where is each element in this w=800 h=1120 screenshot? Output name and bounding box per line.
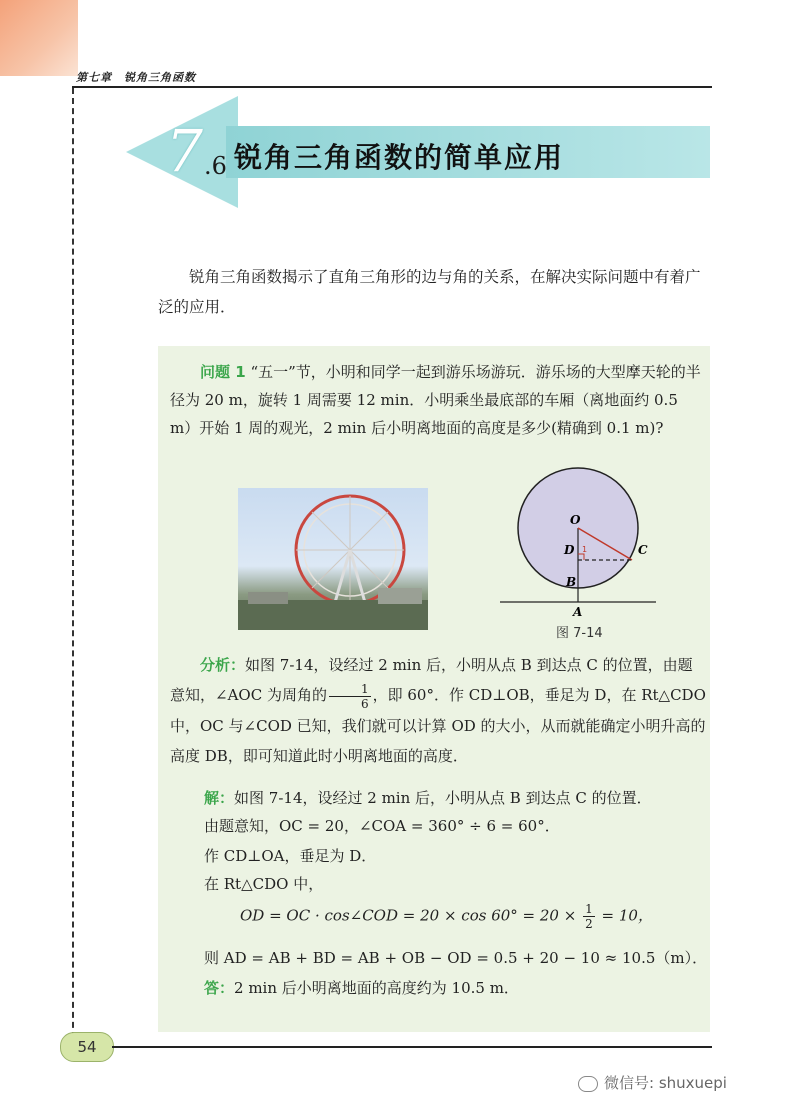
formula-fraction — [583, 902, 595, 931]
wechat-icon — [578, 1076, 598, 1092]
intro-paragraph: 锐角三角函数揭示了直角三角形的边与角的关系，在解决实际问题中有着广泛的应用． — [158, 268, 701, 316]
problem-label: 问题 1 — [200, 363, 246, 381]
analysis-fraction — [329, 682, 371, 711]
section-number: 7 — [166, 117, 203, 185]
ferris-wheel-photo — [238, 488, 428, 630]
solution-label: 解： — [204, 789, 235, 807]
label-o: O — [570, 513, 581, 527]
problem-text: “五一”节，小明和同学一起到游乐场游玩．游乐场的大型摩天轮的半径为 20 m，旋转 1 周需要 12 min．小明乘坐最底部的车厢（离地面约 0.5 m）开始 1 周的观光，2 min 后小明离地面的高度是多少(精确到 0.1 m)? — [170, 363, 701, 437]
watermark — [578, 1072, 727, 1093]
analysis-text-part1: 如图 7-14，设经过 2 min 后，小明从点 B 到达点 C 的位置，由题意知，∠AOC 为周角的 — [170, 656, 693, 704]
section-subnumber: .6 — [204, 152, 227, 180]
solution-text-1: 如图 7-14，设经过 2 min 后，小明从点 B 到达点 C 的位置． — [234, 789, 652, 807]
formula-denominator: 2 — [585, 917, 593, 931]
formula-right: = 10， — [601, 906, 653, 925]
section-title: 锐角三角函数的简单应用 — [234, 141, 565, 174]
watermark-text: 微信号: shuxuepi — [604, 1074, 727, 1092]
label-b: B — [566, 575, 577, 589]
analysis-label: 分析： — [200, 656, 246, 674]
label-c: C — [638, 543, 648, 557]
footer-rule — [112, 1046, 712, 1048]
answer-label: 答： — [204, 979, 235, 997]
label-angle-1: 1 — [582, 545, 588, 554]
solution-line-4: 在 Rt△CDO 中， — [204, 875, 324, 893]
formula-left: OD = OC · cos∠COD = 20 × cos 60° = 20 × — [240, 906, 577, 925]
geometry-figure — [500, 466, 670, 622]
analysis-text-part2: ，即 60°．作 CD⊥OB，垂足为 D，在 Rt△CDO 中，OC 与∠COD 已知，我们就可以计算 OD 的大小，从而就能确定小明升高的高度 DB，即可知道此时小明离地面的高度． — [170, 686, 706, 765]
solution-formula — [240, 902, 653, 931]
problem-paragraph — [170, 358, 704, 442]
analysis-paragraph — [170, 650, 706, 771]
solution-line-5: 则 AD = AB + BD = AB + OB − OD = 0.5 + 20 − 10 ≈ 10.5（m）． — [204, 949, 708, 967]
fraction-numerator: 1 — [329, 682, 371, 697]
chapter-label: 第七章 锐角三角函数 — [76, 71, 196, 84]
margin-dashed-rule — [72, 88, 74, 1048]
solution-line-1 — [204, 784, 652, 812]
answer-line — [204, 974, 519, 1002]
corner-decoration — [0, 0, 78, 76]
formula-numerator: 1 — [585, 902, 593, 916]
answer-text: 2 min 后小明离地面的高度约为 10.5 m． — [234, 979, 519, 997]
ferris-wheel-illustration — [238, 488, 428, 630]
label-d: D — [564, 543, 575, 557]
header-rule — [72, 86, 712, 88]
figure-caption: 图 7-14 — [556, 626, 603, 641]
page-number: 54 — [60, 1032, 114, 1062]
fraction-denominator: 6 — [360, 696, 369, 711]
label-a: A — [573, 605, 583, 619]
solution-line-2: 由题意知，OC = 20，∠COA = 360° ÷ 6 = 60°． — [204, 817, 560, 835]
solution-line-3: 作 CD⊥OA，垂足为 D． — [204, 847, 377, 865]
